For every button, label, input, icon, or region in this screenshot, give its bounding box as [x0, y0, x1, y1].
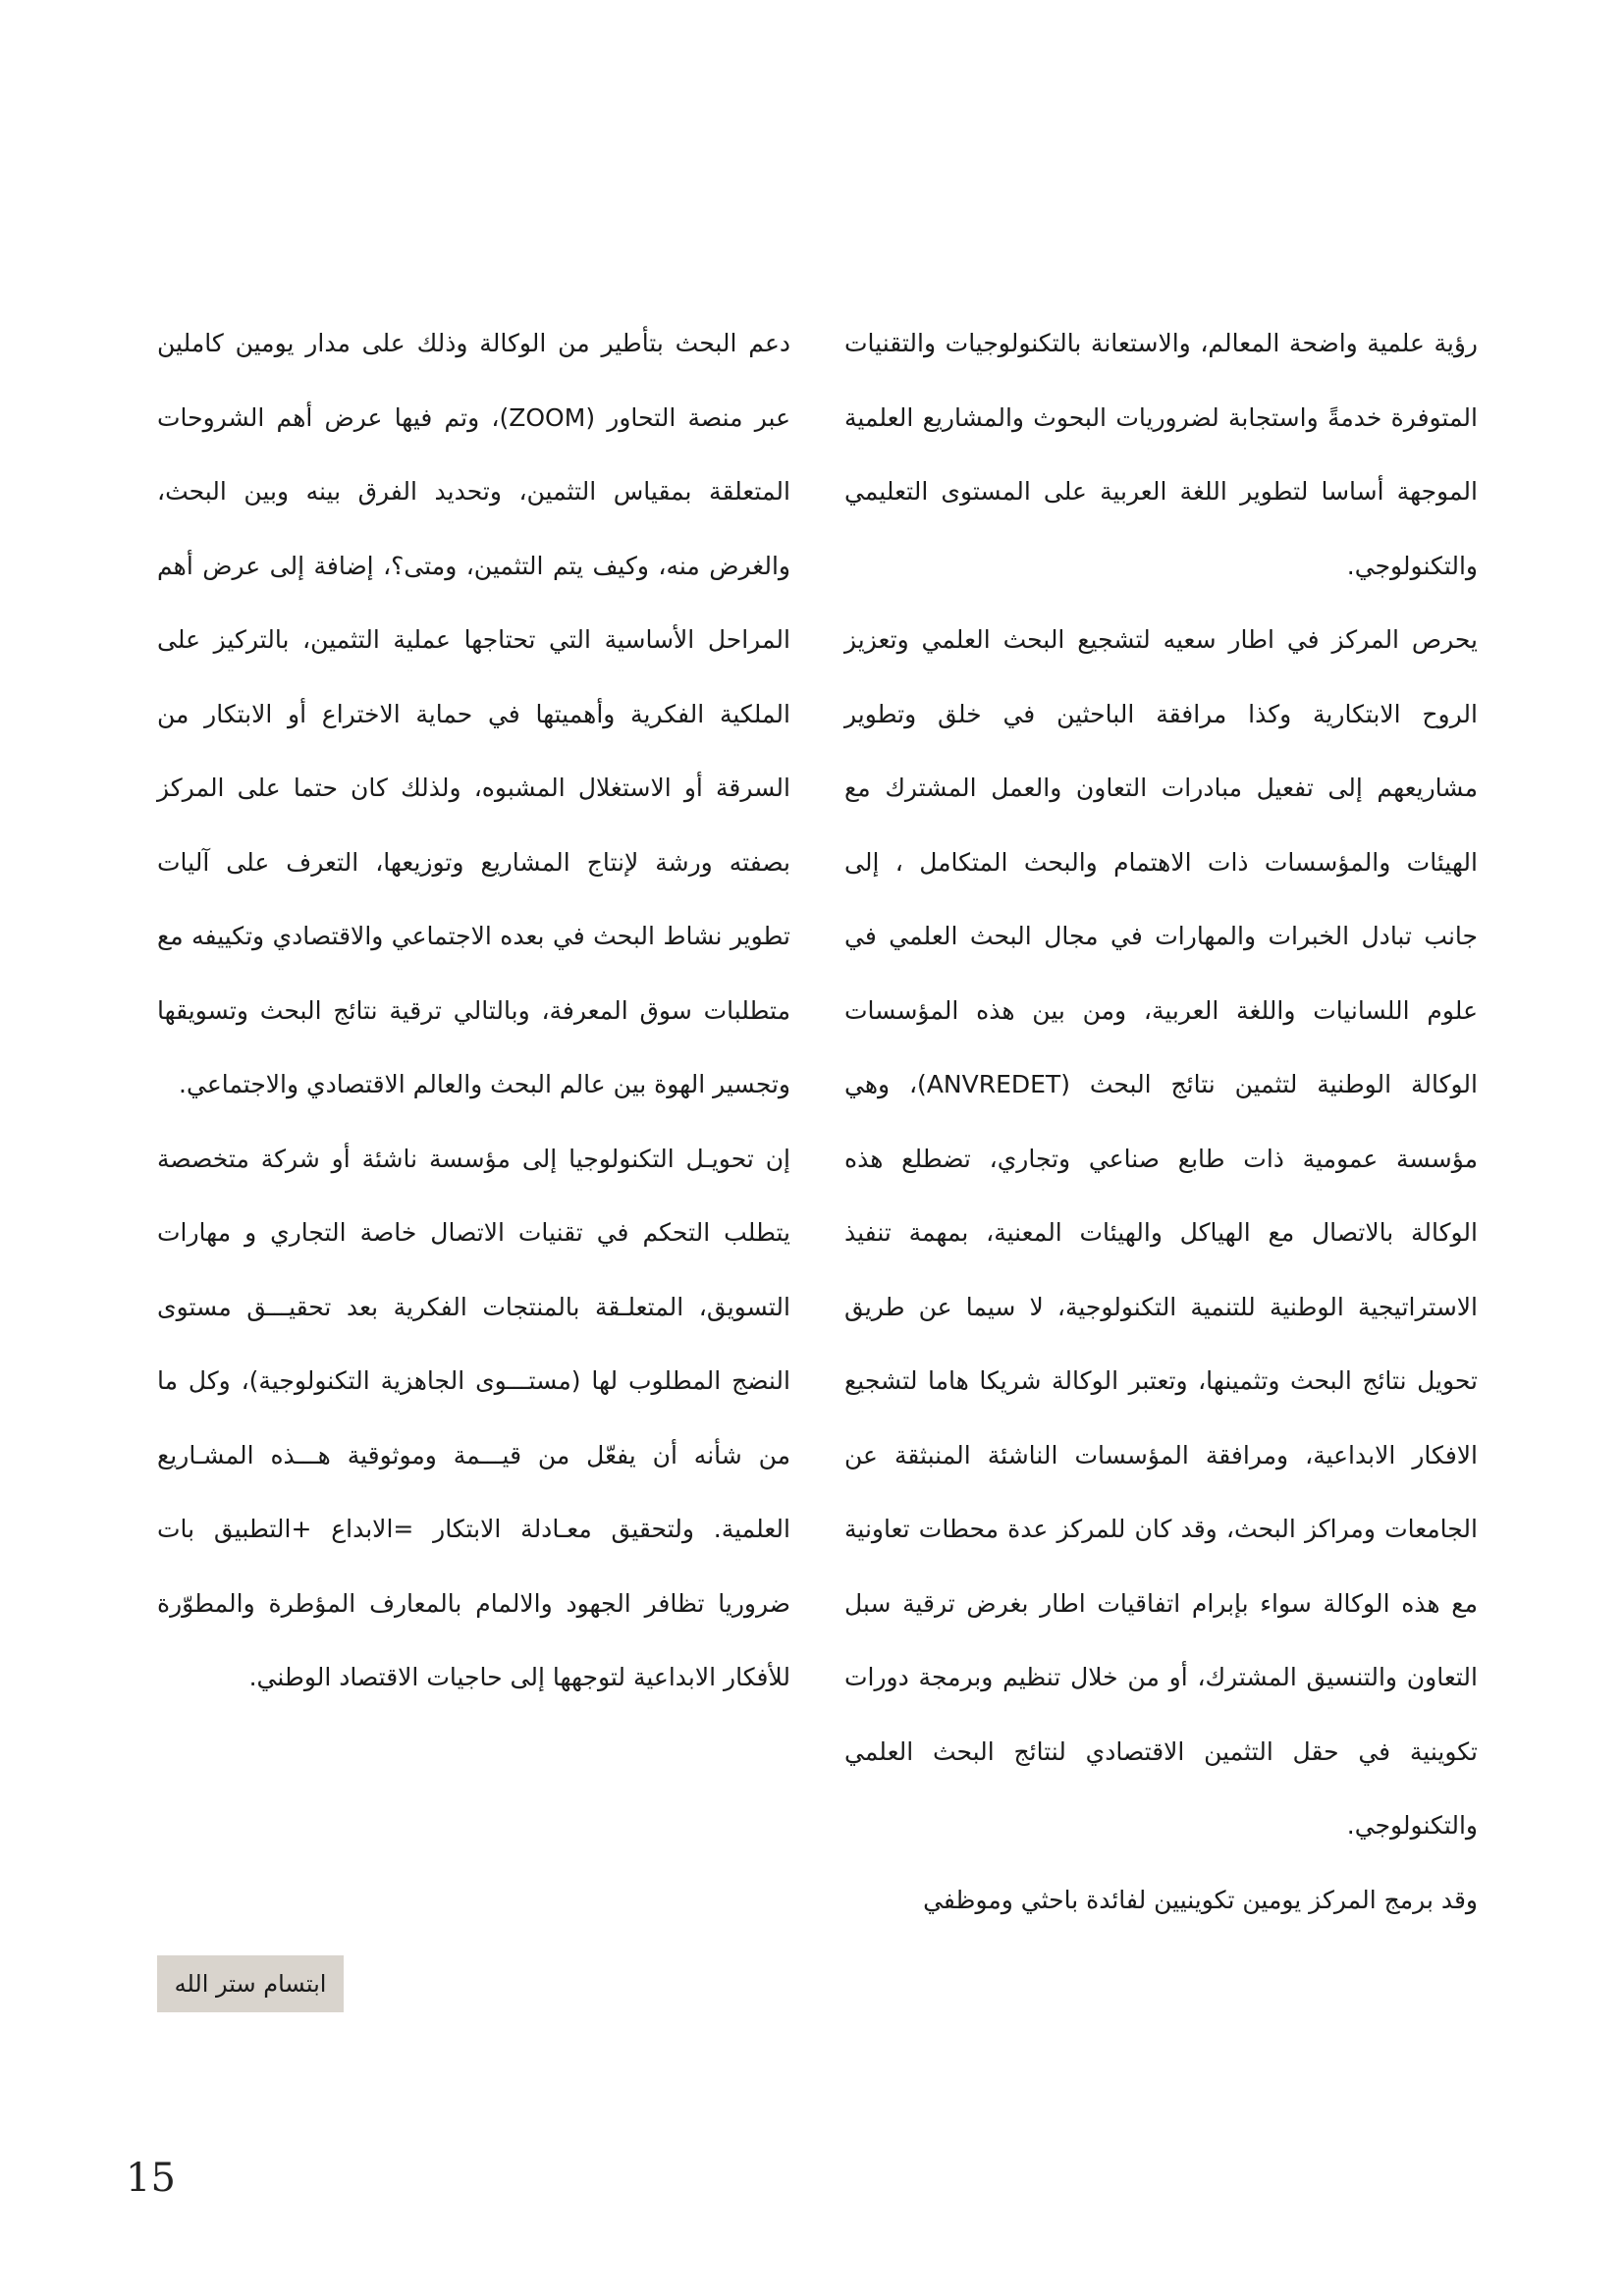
article-column-left — [157, 306, 790, 1715]
article-column-right — [844, 306, 1478, 1937]
paragraph: وقد برمج المركز يومين تكوينيين لفائدة باحثي وموظفي — [923, 1885, 1478, 1914]
paragraph: إن تحويـل التكنولوجيا إلى مؤسسة ناشئة أو شركة متخصصة يتطلب التحكم في تقنيات الاتصال خاصة التجاري و مهارات التسويق، المتعلـقة بالمنتجات الفكرية بعد تحقيـــق مستوى النضج المطلوب لها (مستـــوى الجاهزية التكنولوجية)، وكل ما من شأنه أن يفعّل من قيـــمة وموثوقية هـــذه المشـاريع العلمية. ولتحقيق معـادلة الابتكار =الابداع +التطبيق بات ضروريا تظافر الجهود والالمام بالمعارف المؤطرة والمطوّرة للأفكار الابداعية لتوجهها إلى حاجيات الاقتصاد الوطني. — [157, 1144, 790, 1691]
paragraph: دعم البحث بتأطير من الوكالة وذلك على مدار يومين كاملين عبر منصة التحاور (ZOOM)، وتم فيها عرض أهم الشروحات المتعلقة بمقياس التثمين، وتحديد الفرق بينه وبين البحث، والغرض منه، وكيف يتم التثمين، ومتى؟، إضافة إلى عرض أهم المراحل الأساسية التي تحتاجها عملية التثمين، بالتركيز على الملكية الفكرية وأهميتها في حماية الاختراع أو الابتكار من السرقة أو الاستغلال المشبوه، ولذلك كان حتما على المركز بصفته ورشة لإنتاج المشاريع وتوزيعها، التعرف على آليات تطوير نشاط البحث في بعده الاجتماعي والاقتصادي وتكييفه مع متطلبات سوق المعرفة، وبالتالي ترقية نتائج البحث وتسويقها وتجسير الهوة بين عالم البحث والعالم الاقتصادي والاجتماعي. — [157, 329, 790, 1098]
author-name: ابتسام ستر الله — [157, 1955, 344, 2012]
paragraph: يحرص المركز في اطار سعيه لتشجيع البحث العلمي وتعزيز الروح الابتكارية وكذا مرافقة الباحثين في خلق وتطوير مشاريعهم إلى تفعيل مبادرات التعاون والعمل المشترك مع الهيئات والمؤسسات ذات الاهتمام والبحث المتكامل ، إلى جانب تبادل الخبرات والمهارات في مجال البحث العلمي في علوم اللسانيات واللغة العربية، ومن بين هذه المؤسسات الوكالة الوطنية لتثمين نتائج البحث (ANVREDET)، وهي مؤسسة عمومية ذات طابع صناعي وتجاري، تضطلع هذه الوكالة بالاتصال مع الهياكل والهيئات المعنية، بمهمة تنفيذ الاستراتيجية الوطنية للتنمية التكنولوجية، لا سيما عن طريق تحويل نتائج البحث وتثمينها، وتعتبر الوكالة شريكا هاما لتشجيع الافكار الابداعية، ومرافقة المؤسسات الناشئة المنبثقة عن الجامعات ومراكز البحث، وقد كان للمركز عدة محطات تعاونية مع هذه الوكالة سواء بإبرام اتفاقيات اطار بغرض ترقية سبل التعاون والتنسيق المشترك، أو من خلال تنظيم وبرمجة دورات تكوينية في حقل التثمين الاقتصادي لنتائج البحث العلمي والتكنولوجي. — [844, 625, 1478, 1840]
paragraph: رؤية علمية واضحة المعالم، والاستعانة بالتكنولوجيات والتقنيات المتوفرة خدمةً واستجابة لضروريات البحوث والمشاريع العلمية الموجهة أساسا لتطوير اللغة العربية على المستوى التعليمي والتكنولوجي. — [844, 329, 1478, 580]
page-number: 15 — [126, 2156, 176, 2201]
